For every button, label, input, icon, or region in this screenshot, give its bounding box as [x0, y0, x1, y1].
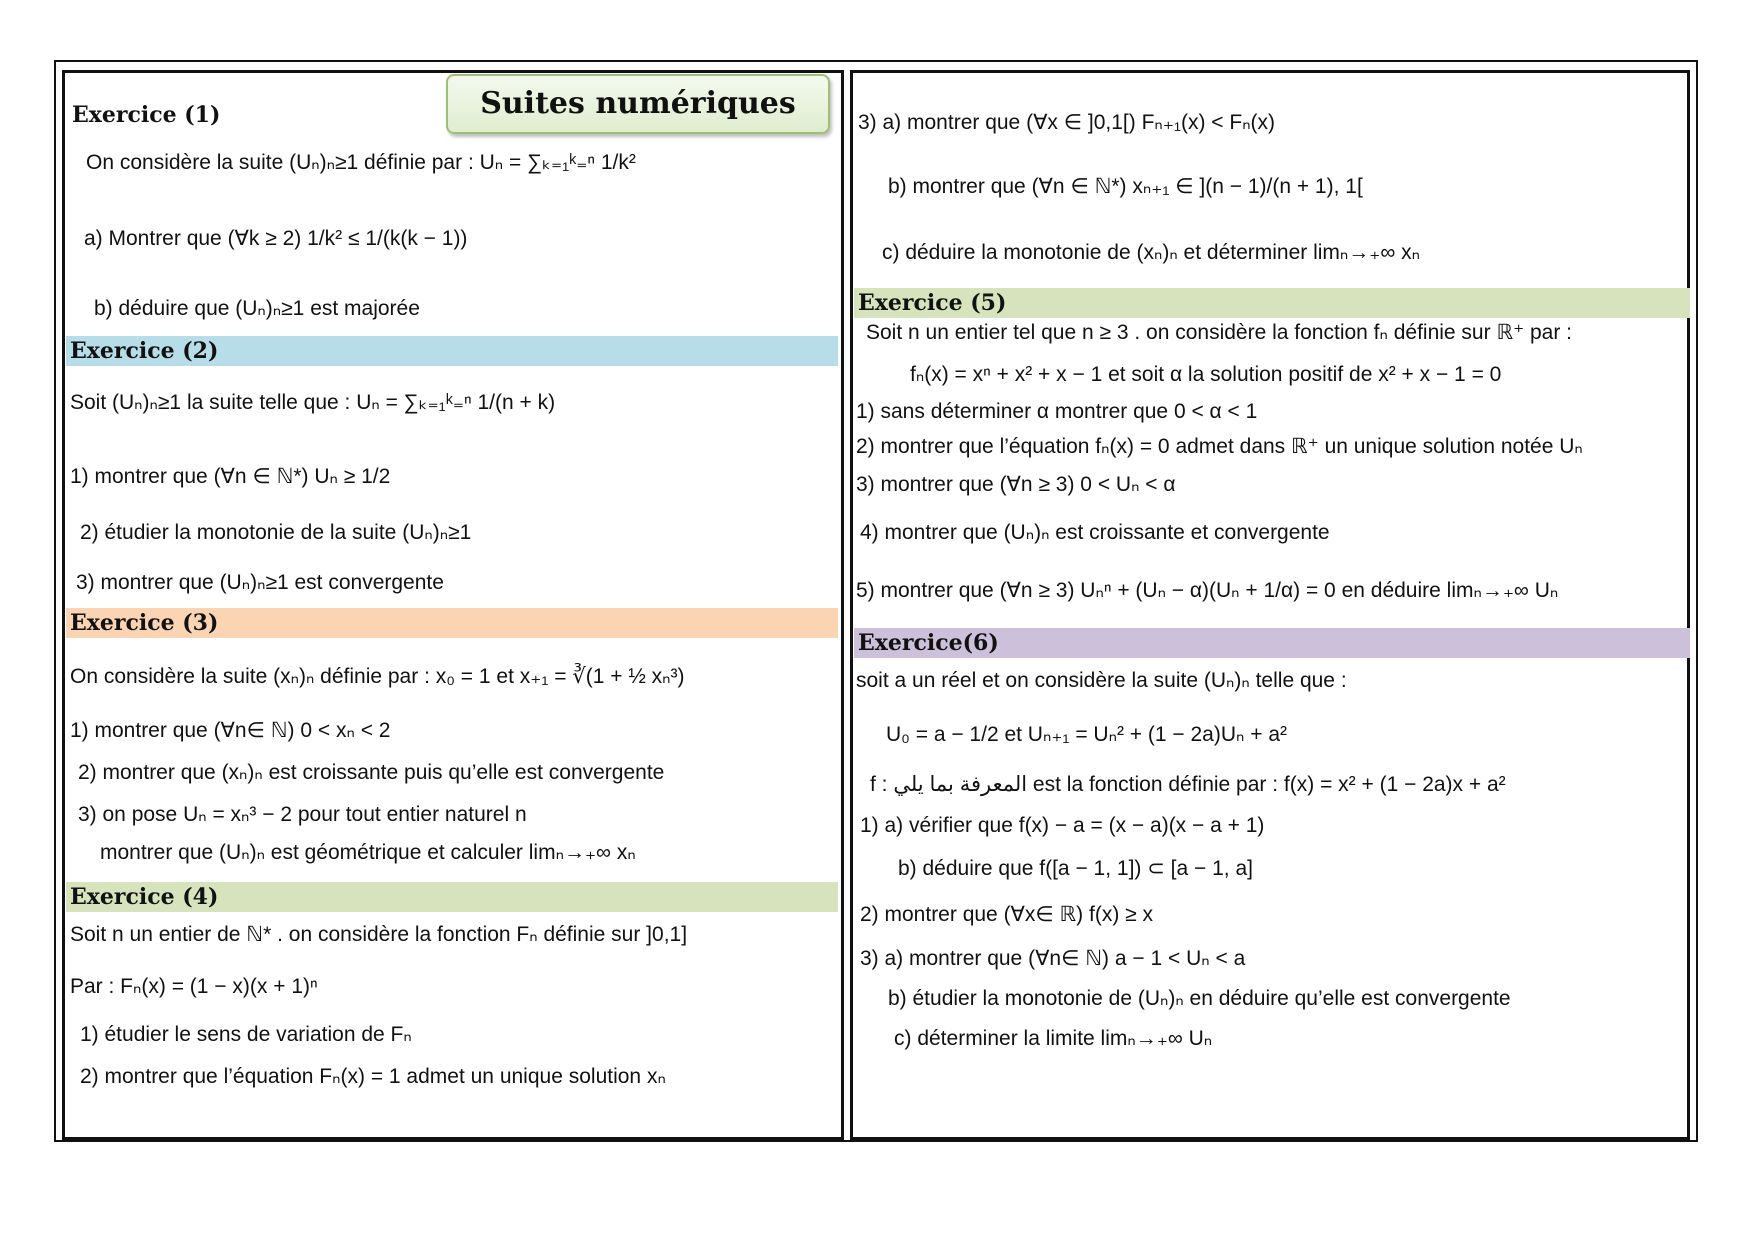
exercise-4-question-2: 2) montrer que l’équation Fₙ(x) = 1 admet un unique solution xₙ: [80, 1065, 666, 1088]
exercise-6-question-1b: b) déduire que f([a − 1, 1]) ⊂ [a − 1, a]: [898, 857, 1253, 880]
exercise-6-function: f : المعرفة بما يلي est la fonction définie par : f(x) = x² + (1 − 2a)x + a²: [870, 773, 1506, 796]
exercise-5-heading: Exercice (5): [854, 288, 1690, 318]
exercise-2-question-3: 3) montrer que (Uₙ)ₙ≥1 est convergente: [76, 571, 444, 594]
exercise-6-question-2: 2) montrer que (∀x∈ ℝ) f(x) ≥ x: [860, 903, 1154, 926]
exercise-1-question-a: a) Montrer que (∀k ≥ 2) 1/k² ≤ 1/(k(k − 1)): [84, 227, 468, 250]
exercise-2-question-1: 1) montrer que (∀n ∈ ℕ*) Uₙ ≥ 1/2: [70, 465, 391, 488]
page-title: Suites numériques: [446, 74, 830, 134]
exercise-5-question-3: 3) montrer que (∀n ≥ 3) 0 < Uₙ < α: [856, 473, 1176, 496]
exercise-4-question-1: 1) étudier le sens de variation de Fₙ: [80, 1023, 412, 1046]
exercise-4-heading: Exercice (4): [66, 882, 838, 912]
exercise-3-heading: Exercice (3): [66, 608, 838, 638]
exercise-1-heading: Exercice (1): [72, 102, 221, 128]
exercise-5-question-1: 1) sans déterminer α montrer que 0 < α < 1: [856, 400, 1258, 423]
exercise-6-heading: Exercice(6): [854, 628, 1690, 658]
exercise-4-function: Par : Fₙ(x) = (1 − x)(x + 1)ⁿ: [70, 975, 318, 998]
exercise-5-question-2: 2) montrer que l’équation fₙ(x) = 0 admet dans ℝ⁺ un unique solution notée Uₙ: [856, 435, 1583, 458]
exercise-1-intro: On considère la suite (Uₙ)ₙ≥1 définie par : Uₙ = ∑ₖ₌₁ᵏ₌ⁿ 1/k²: [86, 151, 636, 174]
exercise-4-intro: Soit n un entier de ℕ* . on considère la fonction Fₙ définie sur ]0,1]: [70, 923, 688, 946]
exercise-2-heading: Exercice (2): [66, 336, 838, 366]
exercise-3-question-3-part-2: montrer que (Uₙ)ₙ est géométrique et calculer limₙ→₊∞ xₙ: [100, 841, 636, 864]
right-column: [850, 70, 1690, 1140]
exercise-4-question-3c: c) déduire la monotonie de (xₙ)ₙ et déterminer limₙ→₊∞ xₙ: [882, 241, 1421, 264]
exercise-5-question-5: 5) montrer que (∀n ≥ 3) Uₙⁿ + (Uₙ − α)(Uₙ + 1/α) = 0 en déduire limₙ→₊∞ Uₙ: [856, 579, 1559, 602]
exercise-2-intro: Soit (Uₙ)ₙ≥1 la suite telle que : Uₙ = ∑ₖ₌₁ᵏ₌ⁿ 1/(n + k): [70, 391, 556, 414]
exercise-4-question-3a: 3) a) montrer que (∀x ∈ ]0,1[) Fₙ₊₁(x) < Fₙ(x): [858, 111, 1276, 134]
exercise-6-intro: soit a un réel et on considère la suite (Uₙ)ₙ telle que :: [856, 669, 1347, 692]
exercise-6-question-3c: c) déterminer la limite limₙ→₊∞ Uₙ: [894, 1027, 1213, 1050]
exercise-4-question-3b: b) montrer que (∀n ∈ ℕ*) xₙ₊₁ ∈ ](n − 1)/(n + 1), 1[: [888, 175, 1363, 198]
exercise-5-intro: Soit n un entier tel que n ≥ 3 . on considère la fonction fₙ définie sur ℝ⁺ par :: [866, 321, 1573, 344]
exercise-2-question-2: 2) étudier la monotonie de la suite (Uₙ)ₙ≥1: [80, 521, 472, 544]
exercise-3-question-1: 1) montrer que (∀n∈ ℕ) 0 < xₙ < 2: [70, 719, 391, 742]
exercise-6-question-3a: 3) a) montrer que (∀n∈ ℕ) a − 1 < Uₙ < a: [860, 947, 1246, 970]
exercise-1-question-b: b) déduire que (Uₙ)ₙ≥1 est majorée: [94, 297, 420, 320]
exercise-5-definition: fₙ(x) = xⁿ + x² + x − 1 et soit α la solution positif de x² + x − 1 = 0: [910, 363, 1502, 386]
exercise-3-question-3: 3) on pose Uₙ = xₙ³ − 2 pour tout entier naturel n: [78, 803, 527, 826]
exercise-6-question-1a: 1) a) vérifier que f(x) − a = (x − a)(x − a + 1): [860, 814, 1265, 837]
exercise-6-question-3b: b) étudier la monotonie de (Uₙ)ₙ en déduire qu’elle est convergente: [888, 987, 1511, 1010]
exercise-6-definition: U₀ = a − 1/2 et Uₙ₊₁ = Uₙ² + (1 − 2a)Uₙ + a²: [886, 723, 1287, 746]
exercise-5-question-4: 4) montrer que (Uₙ)ₙ est croissante et convergente: [860, 521, 1330, 544]
exercise-3-intro: On considère la suite (xₙ)ₙ définie par : x₀ = 1 et x₊₁ = ∛(1 + ½ xₙ³): [70, 665, 685, 688]
exercise-3-question-2: 2) montrer que (xₙ)ₙ est croissante puis qu’elle est convergente: [78, 761, 665, 784]
